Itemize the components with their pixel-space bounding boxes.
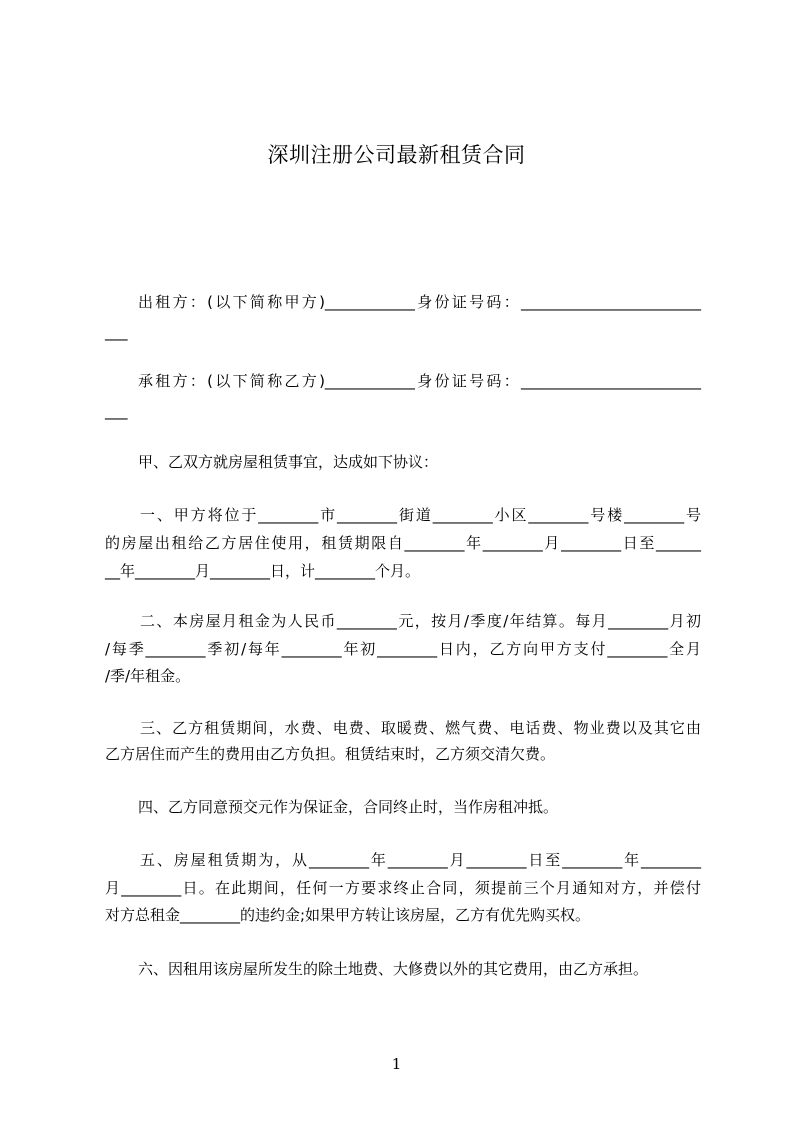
clause-6-line-1: 六、因租用该房屋所发生的除土地费、大修费以外的其它费用，由乙方承担。 [138,960,649,978]
clause-5-line-3: 对方总租金________的违约金;如果甲方转让该房屋，乙方有优先购买权。 [105,906,591,924]
clause-2-line-3: /季/年租金。 [105,667,191,685]
clause-3-line-1: 三、乙方租赁期间，水费、电费、取暖费、燃气费、电话费、物业费以及其它由 [140,719,701,737]
clause-5-line-2: 月________日。在此期间，任何一方要求终止合同，须提前三个月通知对方，并偿付 [105,879,701,897]
clause-3-line-2: 乙方居住而产生的费用由乙方负担。租赁结束时，乙方须交清欠费。 [105,745,556,763]
clause-4-line-1: 四、乙方同意预交元作为保证金，合同终止时，当作房租冲抵。 [138,798,559,816]
page-number: 1 [391,1055,402,1073]
clause-1-line-2: 的房屋出租给乙方居住使用，租赁期限自________年________月________日至______ [105,534,701,552]
agreement-intro: 甲、乙双方就房屋租赁事宜，达成如下协议： [138,453,439,471]
party-b-line-continued: ___ [105,402,128,420]
party-a-line: 出租方：(以下简称甲方)____________身份证号码：________________________ [138,293,701,311]
document-title: 深圳注册公司最新租赁合同 [267,143,526,167]
clause-1-line-3: __年________月________日，计________个月。 [105,562,421,580]
clause-2-line-1: 二、本房屋月租金为人民币________元，按月/季度/年结算。每月________月初 [140,612,701,630]
party-b-line: 承租方：(以下简称乙方)____________身份证号码：________________________ [138,372,701,390]
party-a-line-continued: ___ [105,323,128,341]
clause-2-line-2: /每季________季初/每年________年初________日内，乙方向甲方支付________全月 [105,640,701,658]
clause-1-line-1: 一、甲方将位于________市________街道________小区________号楼________号 [140,506,701,524]
clause-5-line-1: 五、房屋租赁期为，从________年________月________日至________年________ [140,851,701,869]
